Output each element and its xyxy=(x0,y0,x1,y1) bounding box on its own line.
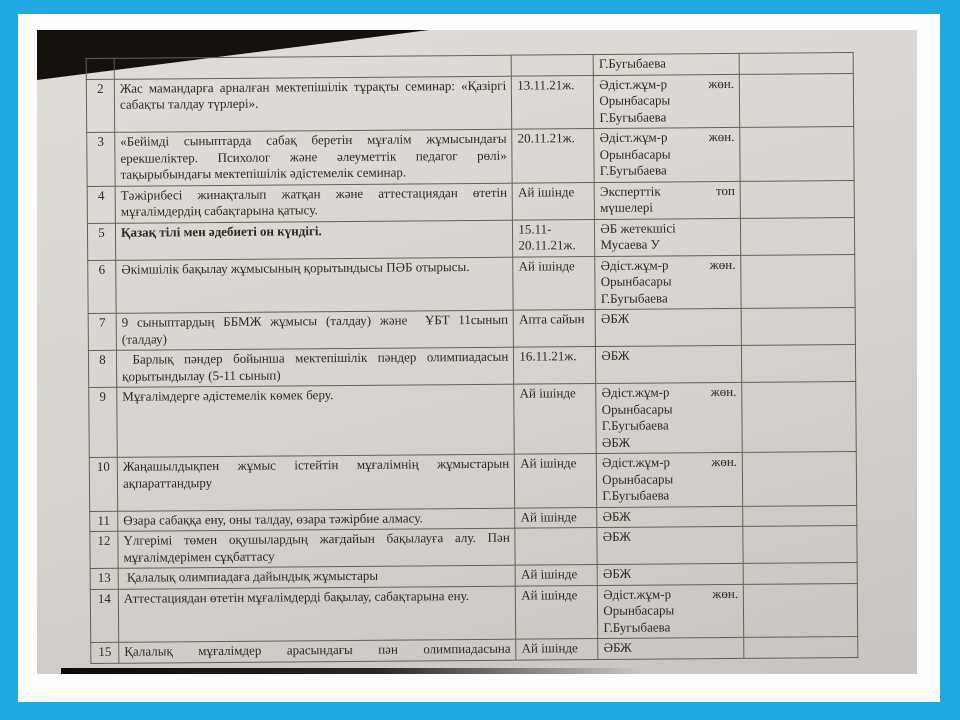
cell-responsible xyxy=(597,452,743,507)
responsible-line: Орынбасары xyxy=(602,470,674,487)
cell-date: 13.11.21ж. xyxy=(512,75,594,129)
cell-notes xyxy=(740,180,854,218)
table-row xyxy=(86,73,853,133)
cell-responsible xyxy=(595,218,741,256)
responsible-word: Әдіст.жұм-р xyxy=(603,585,672,602)
cell-description: Үлгерімі төмен оқушылардың жағдайын бақылауға алу. Пән мұғалімдерімен сұқбаттасу xyxy=(118,528,516,568)
white-panel xyxy=(18,14,940,702)
responsible-word: жөн. xyxy=(712,585,739,601)
paper-bottom-edge xyxy=(61,668,642,674)
table-row xyxy=(89,381,857,457)
responsible-line xyxy=(600,182,735,200)
cell-date: Ай ішінде xyxy=(515,565,597,586)
cell-notes xyxy=(741,217,855,255)
table-row xyxy=(89,451,856,511)
cell-row-number: 6 xyxy=(88,260,116,314)
responsible-line xyxy=(600,129,735,147)
responsible-word: жөн. xyxy=(709,256,736,272)
table-row xyxy=(88,254,855,314)
cell-responsible xyxy=(595,255,741,310)
cell-row-number: 3 xyxy=(87,132,115,186)
cell-notes xyxy=(743,583,857,637)
responsible-line: Г.Бугыбаева xyxy=(599,162,667,178)
cell-responsible xyxy=(594,181,740,219)
responsible-line: Г.Бугыбаева xyxy=(603,618,671,635)
responsible-line xyxy=(603,585,738,603)
cell-notes xyxy=(740,126,854,180)
cell-responsible xyxy=(598,637,744,659)
cell-row-number: 15 xyxy=(91,642,119,663)
responsible-line: Г.Бугыбаева xyxy=(598,55,666,71)
cell-description: Қалалық мұғалімдер арасындағы пән олимпиадасына xyxy=(119,639,517,663)
cell-responsible xyxy=(594,74,740,129)
responsible-line: ӘБЖ xyxy=(603,639,632,655)
cell-notes xyxy=(739,73,853,127)
cell-description: Жас мамандарға арналған мектепішілік тұрақты семинар: «Қазіргі сабақты талдау түрлері». xyxy=(114,76,512,133)
cell-notes xyxy=(743,505,857,526)
responsible-line: ӘБЖ xyxy=(602,508,631,524)
cell-description: Қазақ тілі мен әдебиеті он күндігі. xyxy=(115,220,513,260)
cell-notes xyxy=(743,562,857,583)
responsible-line: ӘБЖ xyxy=(600,310,630,326)
cell-row-number: 4 xyxy=(87,186,115,223)
responsible-word: Әдіст.жұм-р xyxy=(600,256,669,273)
responsible-word: Әдіст.жұм-р xyxy=(599,129,668,145)
cell-notes xyxy=(744,636,858,657)
cell-row-number: 9 xyxy=(89,387,118,457)
cell-date: Ай ішінде xyxy=(515,507,597,528)
cell-description: 9 сыныптардың ББМЖ жұмысы (талдау) және ҰБТ 11сынып (талдау) xyxy=(116,310,514,350)
cell-responsible xyxy=(594,127,740,182)
document-photo xyxy=(37,30,917,674)
cell-responsible xyxy=(598,584,744,639)
table-row xyxy=(88,307,855,350)
cell-row-number: 14 xyxy=(90,589,118,643)
plan-table-body xyxy=(86,52,858,663)
cell-description: «Бейімді сыныптарда сабақ беретін мұғалім жұмысындағы ерекшеліктер. Психолог және әлеуметтік педагог рөлі» тақырыбындағы мектепішілік әдістемелік семинар. xyxy=(115,129,513,186)
cell-responsible xyxy=(596,345,742,383)
responsible-line xyxy=(602,454,737,472)
responsible-line: Мусаева У xyxy=(600,236,660,252)
responsible-line: Орынбасары xyxy=(601,400,673,417)
responsible-line xyxy=(602,384,737,402)
responsible-line: Орынбасары xyxy=(600,273,672,289)
cell-responsible xyxy=(597,563,743,585)
cell-row-number: 8 xyxy=(88,350,116,387)
responsible-line: Орынбасары xyxy=(603,602,675,618)
cell-description: Барлық пәндер бойынша мектепішілік пәндер олимпиадасын қорытындылау (5-11 сынып) xyxy=(116,347,514,387)
cell-row-number xyxy=(86,58,114,79)
cell-date: Ай ішінде xyxy=(513,256,595,310)
table-row xyxy=(88,344,855,387)
cell-description: Тәжірибесі жинақталып жатқан және аттестациядан өтетін мұғалімдердің сабақтарына қатысу. xyxy=(115,183,513,223)
cell-row-number: 11 xyxy=(90,511,118,532)
cell-date: Апта сайын xyxy=(513,310,595,348)
cell-notes xyxy=(742,344,856,382)
responsible-line: ӘБЖ xyxy=(602,565,632,581)
cell-notes xyxy=(742,451,856,505)
cell-notes xyxy=(743,525,857,563)
responsible-word: жөн. xyxy=(710,383,737,400)
responsible-line: Г.Бугыбаева xyxy=(599,108,667,125)
cell-description: Әкімшілік бақылау жұмысының қорытындысы ПӘБ отырысы. xyxy=(116,257,514,314)
responsible-line xyxy=(601,256,736,274)
cell-notes xyxy=(741,307,855,345)
cell-date xyxy=(515,528,597,566)
responsible-word: Әдіст.жұм-р xyxy=(602,454,671,470)
cell-responsible xyxy=(597,506,743,528)
cell-date xyxy=(511,55,593,76)
cell-description: Өзара сабаққа ену, оны талдау, өзара тәжірбие алмасу. xyxy=(118,508,516,532)
responsible-word: Эксперттік xyxy=(599,183,661,199)
table-row xyxy=(87,126,854,186)
cell-date: Ай ішінде xyxy=(514,384,597,455)
responsible-line: ӘБЖ xyxy=(602,528,631,544)
cell-row-number: 12 xyxy=(90,531,118,568)
responsible-word: топ xyxy=(715,182,735,198)
cell-row-number: 5 xyxy=(87,223,115,260)
responsible-word: жөн. xyxy=(708,75,735,91)
responsible-word: жөн. xyxy=(711,453,738,470)
cell-date: Ай ішінде xyxy=(512,182,594,220)
cell-description: Аттестациядан өтетін мұғалімдерді бақылау, сабақтарына ену. xyxy=(118,586,516,643)
cell-description: Мұғалімдерге әдістемелік көмек беру. xyxy=(117,384,515,457)
responsible-line: Орынбасары xyxy=(599,92,671,108)
table-row xyxy=(87,217,854,260)
responsible-line: Орынбасары xyxy=(599,145,671,162)
cell-row-number: 2 xyxy=(86,79,114,133)
responsible-line: ӘБ жетекшісі xyxy=(600,219,676,236)
table-row xyxy=(87,180,854,223)
responsible-line: Г.Бугыбаева xyxy=(600,289,668,306)
responsible-line: мүшелері xyxy=(600,199,654,215)
cell-responsible xyxy=(593,53,739,75)
responsible-line: Г.Бугыбаева xyxy=(601,417,669,433)
cell-notes xyxy=(741,254,855,308)
cell-date: Ай ішінде xyxy=(515,454,597,508)
cell-row-number: 13 xyxy=(90,568,118,589)
responsible-line: ӘБЖ xyxy=(601,347,630,363)
cell-responsible xyxy=(595,308,741,346)
cell-responsible xyxy=(597,526,743,564)
responsible-word: Әдіст.жұм-р xyxy=(601,384,670,400)
cell-description: Қалалық олимпиадаға дайындық жұмыстары xyxy=(118,565,516,589)
cell-description: Жаңашылдықпен жұмыс істейтін мұғалімнің жұмыстарын ақпараттандыру xyxy=(117,454,515,511)
cell-notes xyxy=(742,381,856,452)
cell-row-number: 7 xyxy=(88,313,116,350)
table-row xyxy=(90,525,857,568)
cell-date: 16.11.21ж. xyxy=(514,347,596,385)
cell-date: Ай ішінде xyxy=(516,585,598,639)
table-row xyxy=(90,583,857,643)
cell-responsible xyxy=(596,382,742,453)
responsible-line: ӘБЖ xyxy=(601,434,631,450)
plan-table xyxy=(86,52,859,664)
responsible-word: Әдіст.жұм-р xyxy=(599,75,668,92)
responsible-word: жөн. xyxy=(708,128,735,145)
cell-date: Ай ішінде xyxy=(516,639,598,660)
cell-date: 20.11.21ж. xyxy=(512,129,594,183)
cell-notes xyxy=(739,52,853,73)
cell-row-number: 10 xyxy=(89,457,117,511)
cell-date: 15.11- 20.11.21ж. xyxy=(513,219,595,257)
responsible-line xyxy=(599,75,734,93)
responsible-line: Г.Бугыбаева xyxy=(602,487,670,503)
